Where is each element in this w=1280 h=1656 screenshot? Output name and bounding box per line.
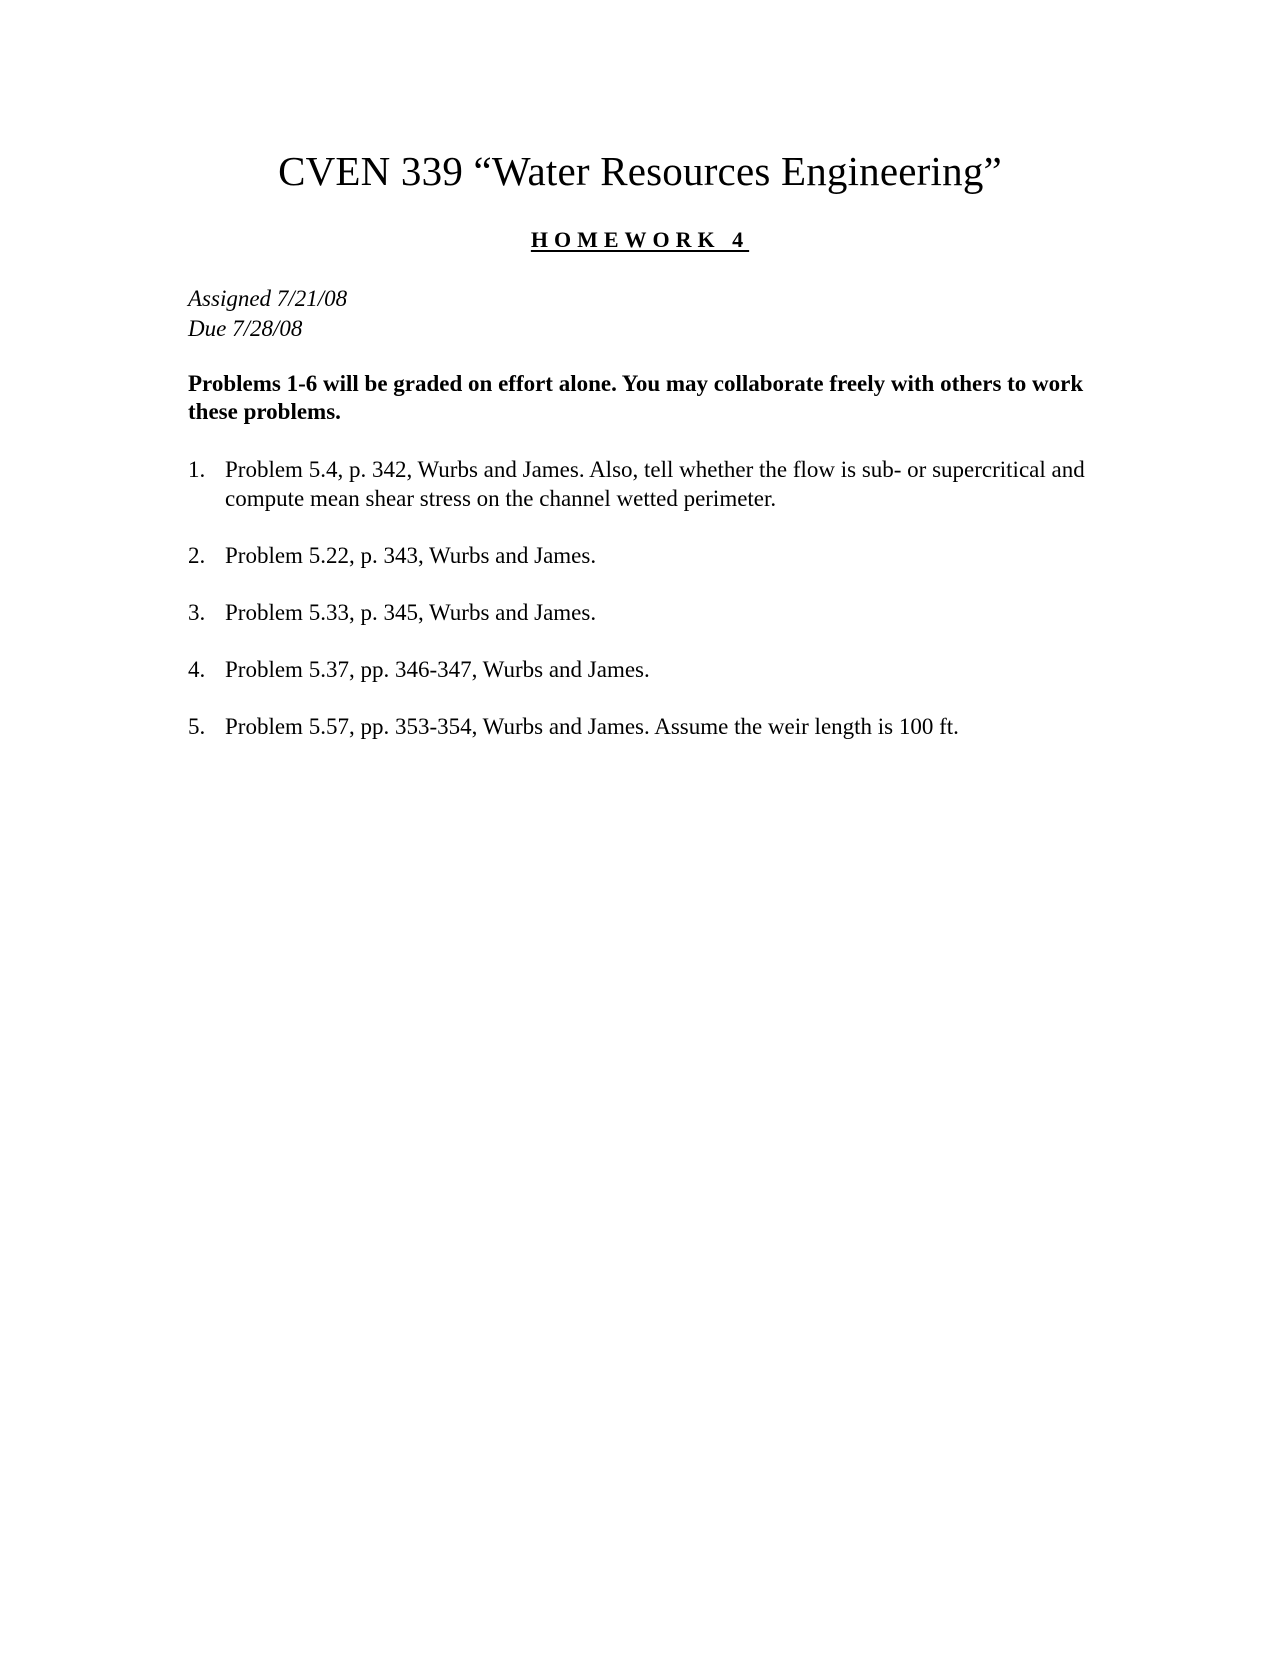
problem-number: 2. <box>188 543 206 568</box>
problem-text: Problem 5.4, p. 342, Wurbs and James. Also, tell whether the flow is sub- or supercritical and compute mean shear stress on the channel wetted perimeter. <box>225 457 1085 511</box>
problem-item <box>188 655 1108 684</box>
document-title: CVEN 339 “Water Resources Engineering” <box>278 148 1002 194</box>
problem-item <box>188 541 1108 570</box>
problem-number: 1. <box>188 457 206 482</box>
problem-item <box>188 598 1108 627</box>
problem-text: Problem 5.22, p. 343, Wurbs and James. <box>225 543 597 568</box>
problem-number: 5. <box>188 714 206 739</box>
problem-text: Problem 5.37, pp. 346-347, Wurbs and James. <box>225 657 650 682</box>
problem-text: Problem 5.57, pp. 353-354, Wurbs and James. Assume the weir length is 100 ft. <box>225 714 959 739</box>
due-date: Due 7/28/08 <box>188 316 303 341</box>
homework-heading <box>0 226 1280 254</box>
problem-list <box>188 455 1108 769</box>
homework-heading-text: HOMEWORK 4 <box>530 227 750 252</box>
grading-instructions: Problems 1-6 will be graded on effort alone. You may collaborate freely with others to work these problems. <box>188 371 1084 424</box>
problem-number: 3. <box>188 600 206 625</box>
date-block <box>188 284 347 344</box>
problem-item <box>188 712 1108 741</box>
problem-text: Problem 5.33, p. 345, Wurbs and James. <box>225 600 597 625</box>
assigned-date: Assigned 7/21/08 <box>188 286 348 311</box>
problem-item <box>188 455 1108 513</box>
problem-number: 4. <box>188 657 206 682</box>
